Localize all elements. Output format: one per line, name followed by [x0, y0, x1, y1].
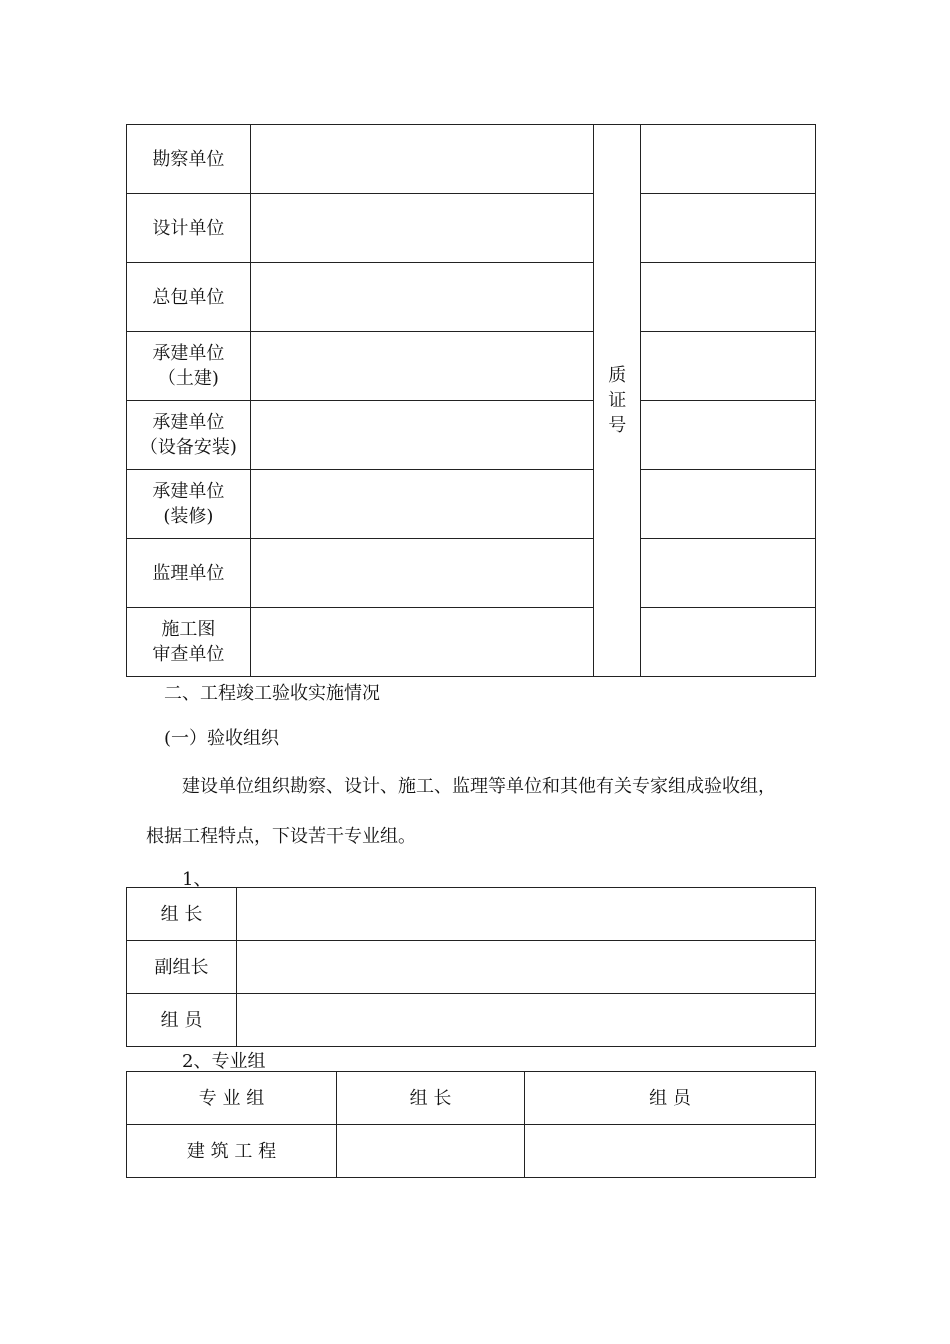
item-1-label: 1、 [182, 869, 212, 890]
table-row [127, 332, 816, 401]
cert-number-cell[interactable] [641, 263, 816, 332]
specialty-leader-cell[interactable] [337, 1125, 525, 1178]
unit-label-line: 审查单位 [152, 644, 225, 665]
specialty-name-cell: 建 筑 工 程 [127, 1125, 337, 1178]
group-role-cell: 副组长 [127, 941, 237, 994]
cert-number-cell[interactable] [641, 539, 816, 608]
table-row [127, 125, 816, 194]
unit-name-cell[interactable] [250, 539, 593, 608]
unit-label-cell [127, 263, 251, 332]
paragraph-line-2: 根据工程特点，下设苦干专业组。 [146, 826, 416, 847]
table-row [127, 401, 816, 470]
unit-label-line: 承建单位 [152, 343, 225, 364]
unit-name-cell[interactable] [250, 263, 593, 332]
unit-label-cell [127, 539, 251, 608]
unit-name-cell[interactable] [250, 470, 593, 539]
units-table [126, 124, 816, 677]
unit-label-cell [127, 194, 251, 263]
unit-name-cell[interactable] [250, 608, 593, 677]
cert-number-cell[interactable] [641, 332, 816, 401]
column-header-members: 组 员 [525, 1072, 816, 1125]
column-header-specialty: 专 业 组 [127, 1072, 337, 1125]
unit-label-cell [127, 608, 251, 677]
table-row [127, 608, 816, 677]
table-row [127, 263, 816, 332]
section-two-heading: 二、工程竣工验收实施情况 [164, 683, 380, 704]
table-row [127, 470, 816, 539]
subsection-one-heading: (一）验收组织 [164, 728, 280, 749]
unit-label-line: 设计单位 [152, 217, 225, 239]
unit-name-cell[interactable] [250, 401, 593, 470]
column-header-leader: 组 长 [337, 1072, 525, 1125]
unit-label-line: 总包单位 [152, 286, 225, 308]
unit-name-cell[interactable] [250, 332, 593, 401]
cert-label-char: 质 [608, 365, 627, 386]
unit-label-cell [127, 470, 251, 539]
group-role-cell: 组 员 [127, 994, 237, 1047]
unit-label-line: （设备安装) [139, 437, 237, 458]
unit-name-cell[interactable] [250, 194, 593, 263]
unit-label-line: 勘察单位 [152, 148, 225, 170]
cert-number-label [594, 125, 641, 677]
cert-number-cell[interactable] [641, 470, 816, 539]
group-value-cell[interactable] [237, 941, 816, 994]
cert-number-cell[interactable] [641, 608, 816, 677]
cert-number-cell[interactable] [641, 401, 816, 470]
unit-label-cell [127, 332, 251, 401]
paragraph-line-1: 建设单位组织勘察、设计、施工、监理等单位和其他有关专家组成验收组， [182, 776, 776, 797]
unit-label-line: （土建) [157, 368, 219, 389]
group-value-cell[interactable] [237, 994, 816, 1047]
specialty-table [126, 1071, 816, 1178]
cert-label-char: 证 [608, 390, 627, 411]
unit-label-cell [127, 125, 251, 194]
unit-label-line: 承建单位 [152, 481, 225, 502]
table-row [127, 941, 816, 994]
table-row [127, 539, 816, 608]
table-row [127, 994, 816, 1047]
item-2-label: 2、专业组 [182, 1051, 266, 1072]
table-row [127, 1125, 816, 1178]
group-value-cell[interactable] [237, 888, 816, 941]
group-role-cell: 组 长 [127, 888, 237, 941]
table-row [127, 888, 816, 941]
unit-label-line: 承建单位 [152, 412, 225, 433]
cert-number-cell[interactable] [641, 194, 816, 263]
group-table [126, 887, 816, 1047]
unit-name-cell[interactable] [250, 125, 593, 194]
table-row [127, 194, 816, 263]
cert-number-cell[interactable] [641, 125, 816, 194]
cert-label-char: 号 [608, 415, 627, 436]
unit-label-line: 监理单位 [152, 562, 225, 584]
unit-label-line: (装修) [163, 506, 214, 527]
unit-label-cell [127, 401, 251, 470]
table-header-row [127, 1072, 816, 1125]
specialty-members-cell[interactable] [525, 1125, 816, 1178]
unit-label-line: 施工图 [161, 619, 216, 640]
